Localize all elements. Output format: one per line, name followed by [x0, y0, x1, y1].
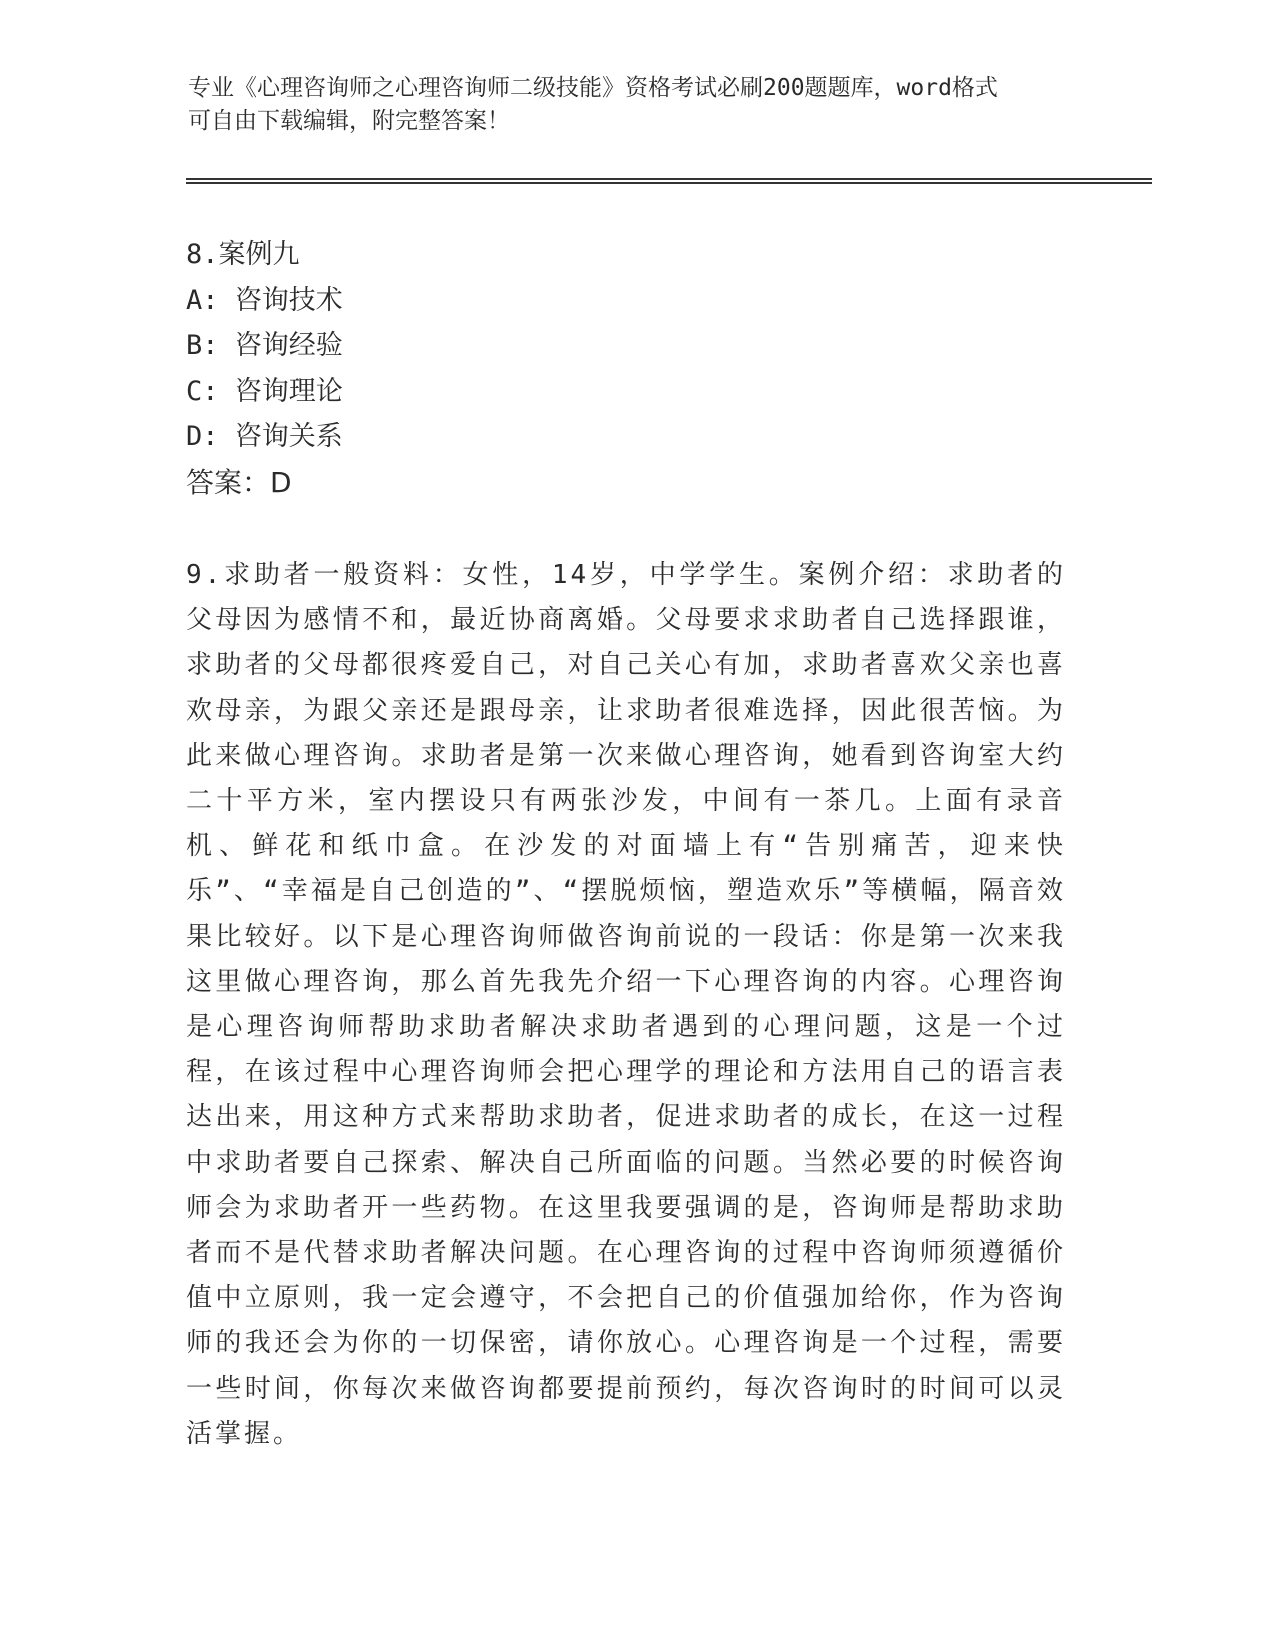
question-9-text: 9.求助者一般资料：女性，14岁，中学学生。案例介绍：求助者的父母因为感情不和，最近协商离婚。父母要求求助者自己选择跟谁，求助者的父母都很疼爱自己，对自己关心有加，求助者喜欢父亲也喜欢母亲，为跟父亲还是跟母亲，让求助者很难选择，因此很苦恼。为此来做心理咨询。求助者是第一次来做心理咨询，她看到咨询室大约二十平方米，室内摆设只有两张沙发，中间有一茶几。上面有录音机、鲜花和纸巾盒。在沙发的对面墙上有“告别痛苦，迎来快乐”、“幸福是自己创造的”、“摆脱烦恼，塑造欢乐”等横幅，隔音效果比较好。以下是心理咨询师做咨询前说的一段话：你是第一次来我这里做心理咨询，那么首先我先介绍一下心理咨询的内容。心理咨询是心理咨询师帮助求助者解决求助者遇到的心理问题，这是一个过程，在该过程中心理咨询师会把心理学的理论和方法用自己的语言表达出来，用这种方式来帮助求助者，促进求助者的成长，在这一过程中求助者要自己探索、解决自己所面临的问题。当然必要的时候咨询师会为求助者开一些药物。在这里我要强调的是，咨询师是帮助求助者而不是代替求助者解决问题。在心理咨询的过程中咨询师须遵循价值中立原则，我一定会遵守，不会把自己的价值强加给你，作为咨询师的我还会为你的一切保密，请你放心。心理咨询是一个过程，需要一些时间，你每次来做咨询都要提前预约，每次咨询时的时间可以灵活掌握。 [186, 560, 1066, 1449]
option-b: B: 咨询经验 [186, 330, 343, 362]
question-8 [186, 232, 1066, 506]
header-line-2: 可自由下载编辑，附完整答案！ [188, 108, 510, 134]
header-divider-top [186, 178, 1152, 180]
header-line-1: 专业《心理咨询师之心理咨询师二级技能》资格考试必刷200题题库，word格式 [188, 75, 998, 101]
question-8-answer: 答案：D [186, 465, 292, 499]
option-c: C: 咨询理论 [186, 375, 343, 407]
question-8-title: 8.案例九 [186, 239, 300, 270]
document-header [188, 72, 1068, 138]
option-d: D: 咨询关系 [186, 421, 343, 453]
option-a: A: 咨询技术 [186, 284, 343, 316]
header-divider-bottom [186, 182, 1152, 184]
